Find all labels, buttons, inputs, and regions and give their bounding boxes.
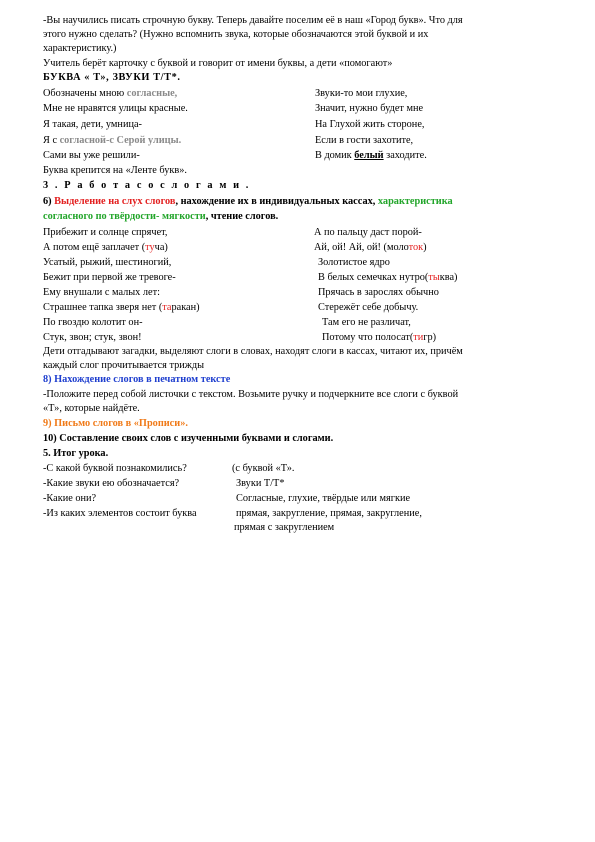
summary-answer-2: Звуки Т/Т* <box>236 478 285 489</box>
section-6-line-2: согласного по твёрдости- мягкости, чтение слогов. <box>43 211 279 222</box>
summary-question-3: -Какие они? <box>43 493 97 504</box>
poem-left-line-2: Мне не нравятся улицы красные. <box>43 103 188 114</box>
summary-answer-5: прямая с закруглением <box>234 522 335 533</box>
section-6-line-1: 6) Выделение на слух слогов, нахождение их в индивидуальных кассах, характеристика <box>43 196 453 207</box>
summary-question-4: -Из каких элементов состоит буква <box>43 508 197 519</box>
riddle-left-line-1: Прибежит и солнце спрячет, <box>43 227 168 238</box>
riddle-left-line-6: Страшнее тапка зверя нет (таракан) <box>43 302 200 313</box>
riddle-left-line-3: Усатый, рыжий, шестиногий, <box>43 257 172 268</box>
section-9-title: 9) Письмо слогов в «Прописи». <box>43 418 188 429</box>
summary-answer-1: (с буквой «Т». <box>232 463 295 474</box>
section-5-title: 5. Итог урока. <box>43 448 109 459</box>
section-8-title: 8) Нахождение слогов в печатном тексте <box>43 374 231 385</box>
riddle-right-line-2: Ай, ой! Ай, ой! (молоток) <box>314 242 427 253</box>
riddle-left-line-2: А потом ещё заплачет (туча) <box>43 242 168 253</box>
section-3-title: 3 . Р а б о т а с о с л о г а м и . <box>43 180 251 191</box>
summary-answer-3: Согласные, глухие, твёрдые или мягкие <box>236 493 411 504</box>
poem-left-line-6: Буква крепится на «Ленте букв». <box>43 165 187 176</box>
poem-right-line-2: Значит, нужно будет мне <box>315 103 424 114</box>
riddle-left-line-7: По гвоздю колотит он- <box>43 317 143 328</box>
riddle-right-line-1: А по пальцу даст порой- <box>314 227 422 238</box>
riddle-left-line-4: Бежит при первой же тревоге- <box>43 272 176 283</box>
intro-line-3: характеристику.) <box>43 43 117 54</box>
poem-left-line-5: Сами вы уже решили- <box>43 150 140 161</box>
summary-answer-4: прямая, закругление, прямая, закругление, <box>236 508 422 519</box>
section-10-title: 10) Составление своих слов с изученными буквами и слогами. <box>43 433 334 444</box>
summary-question-2: -Какие звуки ею обозначается? <box>43 478 180 489</box>
poem-left-line-3: Я такая, дети, умница- <box>43 119 142 130</box>
riddle-right-line-4: В белых семечках нутро(тыква) <box>318 272 458 283</box>
riddle-right-line-3: Золотистое ядро <box>318 257 390 268</box>
after-line-4: «Т», которые найдёте. <box>43 403 140 414</box>
riddle-right-line-6: Стережёт себе добычу. <box>318 302 419 313</box>
poem-right-line-4: Если в гости захотите, <box>315 135 414 146</box>
letter-heading: БУКВА « Т», ЗВУКИ Т/Т*. <box>43 72 181 83</box>
poem-right-line-5: В домик белый заходите. <box>315 150 427 161</box>
riddle-left-line-8: Стук, звон; стук, звон! <box>43 332 142 343</box>
riddle-right-line-7: Там его не различат, <box>322 317 411 328</box>
summary-question-1: -С какой буквой познакомились? <box>43 463 187 474</box>
riddle-right-line-5: Прячась в зарослях обычно <box>318 287 439 298</box>
poem-left-line-1: Обозначены мною согласные, <box>43 88 178 99</box>
intro-line-2: этого нужно сделать? (Нужно вспомнить звука, которые обозначаются этой буквой и их <box>43 29 429 40</box>
poem-left-line-4: Я с согласной-с Серой улицы. <box>43 135 182 146</box>
intro-line-4: Учитель берёт карточку с буквой и говорит от имени буквы, а дети «помогают» <box>43 58 393 69</box>
after-line-3: -Положите перед собой листочки с текстом. Возьмите ручку и подчеркните все слоги с буквой <box>43 389 459 400</box>
riddle-left-line-5: Ему внушали с малых лет: <box>43 287 160 298</box>
riddle-right-line-8: Потому что полосат(тигр) <box>322 332 437 343</box>
poem-right-line-3: На Глухой жить стороне, <box>315 119 425 130</box>
after-line-1: Дети отгадывают загадки, выделяют слоги в словах, находят слоги в кассах, читают их, причём <box>43 346 463 357</box>
poem-right-line-1: Звуки-то мои глухие, <box>315 88 408 99</box>
intro-line-1: -Вы научились писать строчную букву. Теперь давайте поселим её в наш «Город букв». Что для <box>43 15 463 26</box>
after-line-2: каждый слог прочитывается трижды <box>43 360 205 371</box>
